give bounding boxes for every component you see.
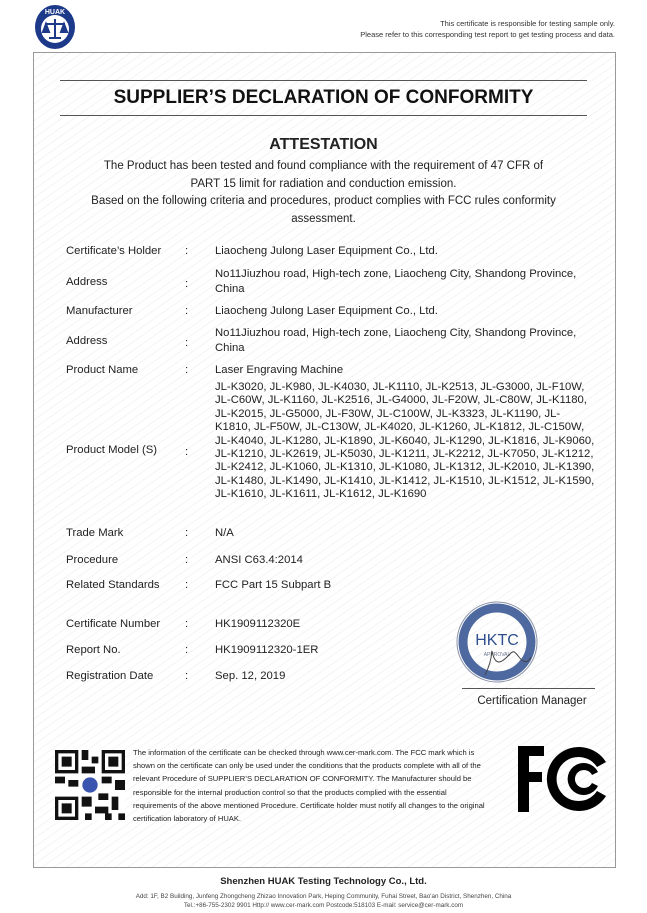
field-colon: : [185,670,189,682]
certificate-info-text: The information of the certificate can be checked through www.cer-mark.com. The FCC mark which is shown on the certificate can only be used under the conditions that the products complete with all of the relevant Procedure of SUPPLIER’S DECLARATION OF CONFORMITY. The Manufacturer should be responsible for the internal production control so that the products complied with the essential requirements of the above mentioned Procedure. Certificate holder must notify all changes to the original certification laboratory of HUAK. [133,748,485,824]
field-row [66,363,606,378]
field-label: Certificate’s Holder [66,245,162,257]
field-value: Liaocheng Julong Laser Equipment Co., Ltd. [215,305,438,317]
intro-line: The Product has been tested and found compliance with the requirement of 47 CFR of [103,160,544,172]
field-label: Report No. [66,644,121,656]
field-row [66,267,606,296]
field-label: Address [66,276,108,288]
field-row [66,381,606,502]
field-value: No11Jiuzhou road, High-tech zone, Liaocheng City, Shandong Province, China [215,268,577,295]
field-label: Address [66,335,108,347]
field-colon: : [185,305,189,317]
field-label: Procedure [66,554,119,566]
signature-line [462,688,595,689]
field-row [66,526,606,541]
notice-line: Please refer to this corresponding test report to get testing process and data. [360,30,615,39]
approval-seal [455,600,540,685]
field-label: Product Model (S) [66,444,158,456]
field-colon: : [185,278,189,290]
huak-logo [33,2,77,50]
field-value: HK1909112320-1ER [215,644,319,656]
field-value: N/A [215,527,234,539]
field-value: HK1909112320E [215,618,301,630]
svg-text:HKTC: HKTC [475,632,519,649]
field-value: Liaocheng Julong Laser Equipment Co., Ltd. [215,245,438,257]
field-row [66,244,606,259]
field-value: FCC Part 15 Subpart B [215,579,332,591]
fcc-logo [518,746,608,812]
page-title: SUPPLIER’S DECLARATION OF CONFORMITY [60,80,587,116]
field-colon: : [185,446,189,458]
attestation-heading: ATTESTATION [269,136,378,153]
footer-contact-line: Tel.:+86-755-2302 9901 Http:// www.cer-mark.com Postcode:518103 E-mail: service@cer-mark.com [183,902,464,909]
field-colon: : [185,245,189,257]
field-value: No11Jiuzhou road, High-tech zone, Liaocheng City, Shandong Province, China [215,327,577,354]
field-colon: : [185,527,189,539]
field-colon: : [185,618,189,630]
intro-line: Based on the following criteria and procedures, product complies with FCC rules conformity [91,195,556,207]
field-colon: : [185,579,189,591]
qr-code[interactable] [55,750,125,820]
field-colon: : [185,554,189,566]
field-label: Manufacturer [66,305,133,317]
field-row [66,304,606,319]
field-label: Registration Date [66,670,154,682]
svg-text:HUAK: HUAK [44,9,66,16]
field-label: Related Standards [66,579,160,591]
field-colon: : [185,364,189,376]
footer-address-line: Add: 1F, B2 Building, Junfeng Zhongcheng Zhizao Innovation Park, Heping Community, Fuhai Street, Bao'an District, Shenzhen, China [135,893,512,900]
field-value: ANSI C63.4:2014 [215,554,303,566]
header-notice [360,18,615,40]
svg-text:APPROVAL: APPROVAL [483,652,511,658]
field-label: Product Name [66,364,139,376]
field-value: Sep. 12, 2019 [215,670,286,682]
field-label: Trade Mark [66,527,124,539]
notice-line: This certificate is responsible for testing sample only. [440,19,615,28]
field-row [66,578,606,593]
field-colon: : [185,644,189,656]
field-row [66,553,606,568]
field-colon: : [185,337,189,349]
intro-text [80,158,567,228]
field-value: JL-K3020, JL-K980, JL-K4030, JL-K1110, JL-K2513, JL-G3000, JL-F10W, JL-C60W, JL-K1160, JL-K2516, JL-G4000, JL-F20W, JL-C80W, JL-K1180, JL-K2015, JL-G5000, JL-F30W, JL-C100W, JL-K3323, JL-K1190, JL-K1810, JL-F50W, JL-C130W, JL-K4020, JL-K1260, JL-K1812, JL-C150W, JL-K4040, JL-K1280, JL-K1890, JL-K6040, JL-K1290, JL-K1816, JL-K9060, JL-K1210, JL-K2619, JL-K5030, JL-K1211, JL-K2212, JL-K7050, JL-K1212, JL-K2412, JL-K1060, JL-K1310, JL-K1080, JL-K1312, JL-K2010, JL-K1390, JL-K1480, JL-K1490, JL-K1410, JL-K1412, JL-K1510, JL-K1512, JL-K1590, JL-K1610, JL-K1611, JL-K1612, JL-K1690 [215,381,595,501]
field-row [66,326,606,355]
field-value: Laser Engraving Machine [215,364,344,376]
field-label: Certificate Number [66,618,161,630]
footer-address [0,892,647,910]
intro-line: assessment. [291,212,356,225]
certification-manager-label: Certification Manager [477,695,587,707]
footer-company: Shenzhen HUAK Testing Technology Co., Ltd. [220,876,427,887]
intro-line: PART 15 limit for radiation and conduction emission. [190,177,457,190]
